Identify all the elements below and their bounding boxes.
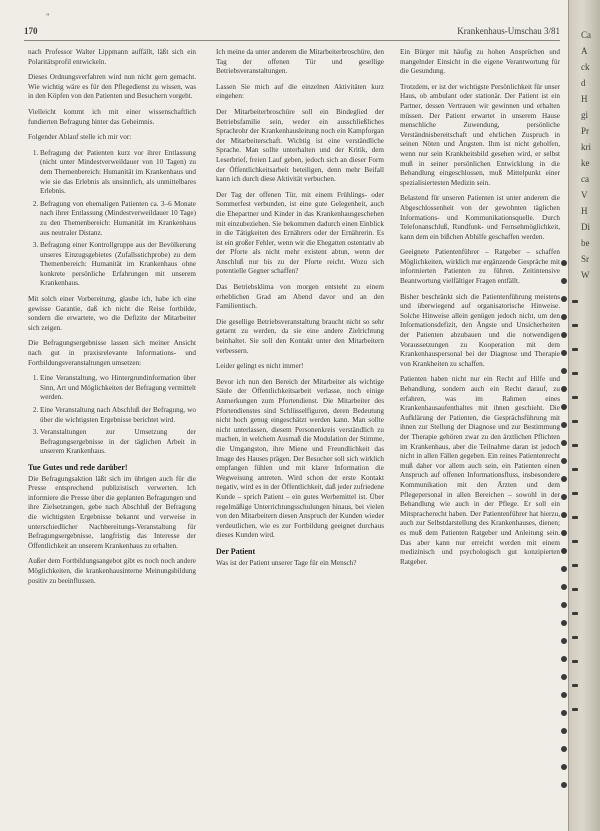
paragraph: Die gesellige Betriebsveranstaltung braucht nicht so sehr getarnt zu werden, da sie eine andere Zielrichtung beinhaltet. Sie soll den Kontakt unter den Mitarbeitern verbessern. bbox=[216, 317, 384, 355]
paragraph: Das Betriebsklima von morgen entsteht zu einem erheblichen Grad am Abend davor und an den Familientisch. bbox=[216, 283, 384, 311]
spine-text-fragment: kri bbox=[581, 142, 591, 152]
paragraph: Bevor ich nun den Bereich der Mitarbeiter als wichtige Säule der Öffentlichkeitsarbeit verlasse, noch einige Anmerkungen zum Pfortendienst. Die Mitarbeiter des Pfortendienstes sind Schlüsselfiguren, deren Bedeutung nicht hoch genug eingeschätzt werden kann. Man sollte nicht unterlassen, diesem Personenkreis verständlich zu machen, in welchem Ausmaß die Modulation der Stimme, die Umgangston, ihre Miene und Freundlichkeit das Image des Hauses prägen. Der Besucher soll sich wirklich empfangen fühlen und mit klarer Information die Wegweisung antreten. Wird schon der erste Kontakt negativ, wird es in der Öffentlichkeit, daß jeder zufriedene Kunde – sprich Patient – ein gutes Werbemittel ist. Über regelmäßige Unterrichtungsschulungen hinaus, bei vielen von den Mitarbeitern diesen Anspruch der Kunden wieder verdeutlichen, wie es zur Fortbildung geeignet durchaus dieses Kunden wird. bbox=[216, 377, 384, 540]
spine-text-fragment: V bbox=[581, 190, 588, 200]
spine-text-fragment: Ca bbox=[581, 30, 591, 40]
binding-hole bbox=[561, 422, 567, 428]
binding-hole bbox=[561, 512, 567, 518]
binding-hole bbox=[561, 404, 567, 410]
list-item: 3. Veranstaltungen zur Umsetzung der Befragungsergebnisse in der täglichen Arbeit in unserem Krankenhaus. bbox=[40, 428, 196, 457]
numbered-list bbox=[28, 149, 196, 289]
binding-hole bbox=[561, 476, 567, 482]
paragraph: Außer dem Fortbildungsangebot gibt es noch noch andere Möglichkeiten, die krankenhausinterne Meinungsbildung positiv zu beeinflussen. bbox=[28, 557, 196, 585]
paragraph: Bisher beschränkt sich die Patientenführung meistens und überwiegend auf organisatorische Hinweise. Solche Hinweise allein genügen jedoch nicht, um den Informationsdefizit, den Ängste und Unsicherheiten der Patienten abzubauen und die notwendigen Voraussetzungen zu Kooperation mit dem Krankenhauspersonal bei der Diagnose und Therapie von Krankheiten zu schaffen. bbox=[400, 292, 560, 368]
spine-mark bbox=[572, 300, 578, 303]
spine-text-fragment: ca bbox=[581, 174, 589, 184]
spine-text-fragment: Sr bbox=[581, 254, 590, 264]
numbered-list bbox=[28, 374, 196, 457]
binding-hole bbox=[561, 386, 567, 392]
spine-mark bbox=[572, 636, 578, 639]
spine-mark bbox=[572, 708, 578, 711]
binding-hole bbox=[561, 260, 567, 266]
binding-hole bbox=[561, 602, 567, 608]
binding-hole bbox=[561, 494, 567, 500]
text-column-1 bbox=[28, 48, 196, 818]
binding-hole bbox=[561, 332, 567, 338]
paragraph: nach Professor Walter Lippmann auffällt, läßt sich ein Polaritätsprofil entwickeln. bbox=[28, 48, 196, 66]
spine-mark bbox=[572, 516, 578, 519]
page-number: 170 bbox=[24, 26, 38, 36]
binding-hole bbox=[561, 746, 567, 752]
list-item: 1. Befragung der Patienten kurz vor ihrer Entlassung (nicht unter Mindestverweildauer von 10 Tagen) zu dem Themenbereich: Humanität im Krankenhaus und wie sie das Erlebnis als unsinnlich, als unmittelbares Erlebnis. bbox=[40, 149, 196, 197]
paragraph: Ein Bürger mit häufig zu hohen Ansprüchen und mangelnder Einsicht in die eigene Verantwortung für die Gesundung. bbox=[400, 48, 560, 76]
spine-mark bbox=[572, 564, 578, 567]
spine-text-fragment: gi bbox=[581, 110, 589, 120]
binding-hole bbox=[561, 674, 567, 680]
section-heading: Tue Gutes und rede darüber! bbox=[28, 462, 128, 472]
paragraph: Patienten haben nicht nur ein Recht auf Hilfe und Behandlung, sondern auch ein Recht darauf, zu erfahren, was im Rahmen eines Krankenhausaufenthaltes mit ihnen geschieht. Die Aufklärung der Patienten, die Gesprächsführung mit ihnen zur Stellung der Diagnose und zur Bestimmung der Therapie gehören zwar zu den ärztlichen Pflichten im Krankenhaus, aber die Teilnahme daran ist jedoch nicht in allen Fällen gegeben. Ein reines Patientenrecht muß daher vor allem auch sein, ein Patienten einen Anspruch auf offenen Informationsfluss, insbesondere Kommunikation mit den Ärzten und dem Pflegepersonal in allen Bereichen – sowohl in der Behandlung wie auch in der Pflege. Er soll ein Mitspracherecht haben. Der Patientenführer hat hierzu, auch zur Selbstdarstellung des Krankenhauses, dienen; es muß dem Patienten Ratgeber und Anleitung sein. Das aber kann nur erreicht werden mit einem medizinisch und psychologisch gut konzipierten Ratgeber. bbox=[400, 375, 560, 566]
paragraph: Mit solch einer Vorbereitung, glaube ich, habe ich eine gewisse Garantie, daß ich nicht die Reise fortbilde, sondern die erwartete, wo die Defizite der Mitarbeiter sich zeigen. bbox=[28, 295, 196, 332]
binding-hole bbox=[561, 440, 567, 446]
paragraph: Geeignete Patientenführer – Ratgeber – schaffen Möglichkeiten, wirklich nur ergänzende Gespräche mit informierten Patienten zu führen. Zeitintensive Beantwortung vielfältiger Fragen entfällt. bbox=[400, 248, 560, 286]
binding-hole bbox=[561, 350, 567, 356]
paragraph: Der Tag der offenen Tür, mit einem Frühlings- oder Sommerfest verbunden, ist eine gute Gelegenheit, auch die Ehepartner und Kinder in das Krankenhausgeschehen mit einzubeziehen. Sie bekommen dadurch einen Einblick in die Tätigkeiten des Ernährers oder der Ernährerin. Es ist ein großer Fehler, wenn wir die Ehegatten ostentativ ab der Pforte als nicht mehr existent abtun, wenn der Anschluß nur bis zu der Pforte reicht. Wozu sich potentielle Gegner schaffen? bbox=[216, 190, 384, 276]
spine-mark bbox=[572, 492, 578, 495]
text-column-3 bbox=[400, 48, 560, 818]
paragraph: Folgender Ablauf stelle ich mir vor: bbox=[28, 133, 132, 142]
spine-mark bbox=[572, 348, 578, 351]
binding-hole bbox=[561, 638, 567, 644]
spine-mark bbox=[572, 468, 578, 471]
spine-mark bbox=[572, 396, 578, 399]
page-header bbox=[24, 26, 560, 41]
section-heading: Der Patient bbox=[216, 546, 256, 556]
list-item: 1. Eine Veranstaltung, wo Hintergrundinformation über Sinn, Art und Möglichkeiten der Befragung vermittelt werden. bbox=[40, 374, 196, 403]
paragraph: Ich meine da unter anderem die Mitarbeiterbroschüre, den Tag der offenen Tür und gesellige Betriebsveranstaltungen. bbox=[216, 48, 384, 76]
list-item: 2. Eine Veranstaltung nach Abschluß der Befragung, wo über die wichtigsten Ergebnisse berichtet wird. bbox=[40, 406, 196, 425]
spine-mark bbox=[572, 612, 578, 615]
spine-mark bbox=[572, 420, 578, 423]
paragraph: Belastend für unseren Patienten ist unter anderem die Abgeschlossenheit von der gewohnten täglichen Informations- und Kommunikationsquelle. Durch Telefonanschluß, Rundfunk- und Fernsehmöglichkeit, kann dem ein bißchen Abhilfe geschaffen werden. bbox=[400, 194, 560, 241]
binding-hole bbox=[561, 548, 567, 554]
spine-mark bbox=[572, 372, 578, 375]
spine-text-fragment: H bbox=[581, 206, 588, 216]
spine-mark bbox=[572, 684, 578, 687]
paragraph: Trotzdem, er ist der wichtigste Persönlichkeit für unser Haus, ob ambulant oder stationär. Der Patient ist ein Partner, dessen Vertrauen wir gewinnen und erhalten müssen. Der Patient erwartet in unserem Hause menschliche Zuwendung, persönliche Verständnisbereitschaft und ehrlichen Zuspruch in seinen Nöten und Ängsten. Ihm ist nicht geholfen, wenn nur sein Krankheitsbild gesehen wird, er selbst muß in seiner persönlichen Entwicklung in die Behandlung eingeschlossen, muß Mittelpunkt einer spezialisiertesten Medizin sein. bbox=[400, 82, 560, 187]
list-item: 3. Befragung einer Kontrollgruppe aus der Bevölkerung unseres Einzugsgebietes (Zufallsstichprobe) zu dem Themenbereich: Humanität im Krankenhaus ohne konkrete persönliche Erfahrungen mit unserem Krankenhaus. bbox=[40, 241, 196, 289]
spine-mark bbox=[572, 540, 578, 543]
spine-text-fragment: W bbox=[581, 270, 590, 280]
binding-hole bbox=[561, 368, 567, 374]
binding-hole bbox=[561, 692, 567, 698]
spine-text-fragment: ke bbox=[581, 158, 590, 168]
next-page-edge bbox=[568, 0, 600, 831]
spine-text-fragment: Pr bbox=[581, 126, 590, 136]
corner-mark: " bbox=[46, 12, 50, 22]
binding-hole bbox=[561, 782, 567, 788]
paragraph: Der Mitarbeiterbroschüre soll ein Bindeglied der Betriebsfamilie sein, weder ein ausschließliches Sprachrohr der Krankenhausleitung noch ein Kampforgan der Mitarbeiterschaft. Wichtig ist eine verständliche Sprache. Man sollte unterhalten und der Kritik, dem Leserbrief, freien Lauf geben, jedoch sich an dieser Form der Öffentlichkeitsarbeit beteiligen, denn mehr Beifall kann ich durch diese Aktivität verbuchen. bbox=[216, 107, 384, 184]
text-column-2 bbox=[216, 48, 384, 818]
list-item: 2. Befragung von ehemaligen Patienten ca. 3–6 Monate nach ihrer Entlassung (Mindestverweildauer 10 Tage) zu den Themenbereich: Humanität im Krankenhaus aus neutraler Distanz. bbox=[40, 200, 196, 238]
binding-hole bbox=[561, 728, 567, 734]
spine-text-fragment: Di bbox=[581, 222, 590, 232]
binding-hole bbox=[561, 764, 567, 770]
paragraph: Die Befragungsaktion läßt sich im übrigen auch für die Presse entsprechend publizistisch verwerten. Ich informiere die Presse über die geplanten Befragungen und ihre Zielsetzungen, gebe nach Abschluß der Befragung die wichtigsten Ergebnisse bekannt und verweise in unterschiedlicher Nachbereitungs-Veranstaltung für Befragungsergebnisse, langfristig das Interesse der Öffentlichkeit an unserem Krankenhaus zu erhalten. bbox=[28, 474, 196, 550]
binding-hole bbox=[561, 566, 567, 572]
spine-text-fragment: H bbox=[581, 94, 588, 104]
binding-hole bbox=[561, 620, 567, 626]
binding-hole bbox=[561, 710, 567, 716]
spine-mark bbox=[572, 660, 578, 663]
paragraph: Die Befragungsergebnisse lassen sich meiner Ansicht nach gut in praxisrelevante Informations- und Fortbildungsveranstaltungen umsetzen: bbox=[28, 339, 196, 367]
paragraph: Was ist der Patient unserer Tage für ein Mensch? bbox=[216, 558, 357, 567]
binding-hole bbox=[561, 314, 567, 320]
paragraph: Leider gelingt es nicht immer! bbox=[216, 362, 304, 371]
spine-text-fragment: ck bbox=[581, 62, 590, 72]
binding-hole bbox=[561, 656, 567, 662]
spine-text-fragment: A bbox=[581, 46, 588, 56]
binding-hole bbox=[561, 530, 567, 536]
paragraph: Lassen Sie mich auf die einzelnen Aktivitäten kurz eingehen: bbox=[216, 82, 384, 101]
paragraph: Dieses Ordnungsverfahren wird nun nicht gern gemacht. Wie wichtig wäre es für den Pflegedienst zu wissen, was in den Köpfen von den Patienten und Besuchern vorgeht. bbox=[28, 73, 196, 101]
binding-hole bbox=[561, 584, 567, 590]
spine-mark bbox=[572, 588, 578, 591]
spine-text-fragment: be bbox=[581, 238, 590, 248]
binding-hole bbox=[561, 458, 567, 464]
binding-holes bbox=[560, 260, 568, 800]
spine-mark bbox=[572, 324, 578, 327]
paragraph: Vielleicht kommt ich mit einer wissenschaftlich fundierten Befragung hinter das Geheimnis. bbox=[28, 107, 196, 126]
running-title: Krankenhaus-Umschau 3/81 bbox=[457, 26, 560, 36]
spine-text-fragment: d bbox=[581, 78, 586, 88]
binding-hole bbox=[561, 278, 567, 284]
spine-mark bbox=[572, 444, 578, 447]
binding-hole bbox=[561, 296, 567, 302]
